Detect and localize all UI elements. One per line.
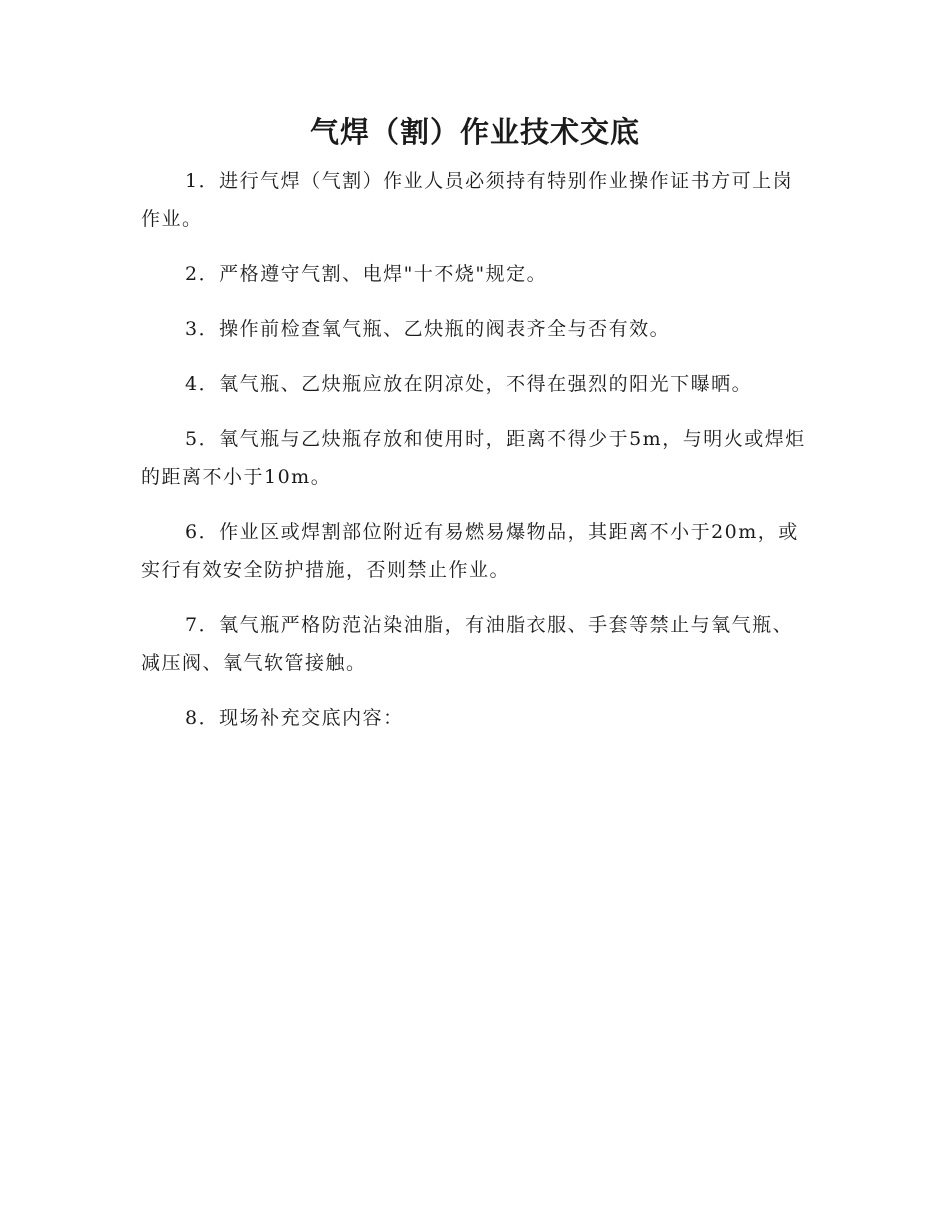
item-text: 进行气焊（气割）作业人员必须持有特别作业操作证书方可上岗作业。 bbox=[141, 170, 794, 230]
list-item bbox=[141, 255, 811, 293]
item-number: 1． bbox=[185, 170, 220, 192]
item-text: 氧气瓶、乙炔瓶应放在阴凉处，不得在强烈的阳光下曝晒。 bbox=[219, 373, 753, 395]
item-number: 2． bbox=[185, 263, 220, 285]
item-text: 现场补充交底内容： bbox=[219, 707, 404, 729]
list-item bbox=[141, 162, 811, 238]
item-text: 氧气瓶严格防范沾染油脂，有油脂衣服、手套等禁止与氧气瓶、减压阀、氧气软管接触。 bbox=[141, 614, 794, 674]
item-number: 3． bbox=[185, 318, 220, 340]
item-number: 5． bbox=[185, 428, 220, 450]
item-text: 氧气瓶与乙炔瓶存放和使用时，距离不得少于5m，与明火或焊炬的距离不小于10m。 bbox=[141, 428, 806, 488]
item-number: 4． bbox=[185, 373, 220, 395]
document-title: 气焊（割）作业技术交底 bbox=[309, 115, 640, 149]
item-text: 严格遵守气割、电焊"十不烧"规定。 bbox=[219, 263, 548, 285]
item-text: 作业区或焊割部位附近有易燃易爆物品，其距离不小于20m，或实行有效安全防护措施，否则禁止作业。 bbox=[141, 521, 799, 581]
list-item bbox=[141, 365, 811, 403]
item-text: 操作前检查氧气瓶、乙炔瓶的阀表齐全与否有效。 bbox=[219, 318, 671, 340]
item-number: 6． bbox=[185, 521, 220, 543]
list-item bbox=[141, 699, 811, 737]
item-list bbox=[141, 162, 811, 754]
item-number: 7． bbox=[185, 614, 220, 636]
list-item bbox=[141, 513, 811, 589]
list-item bbox=[141, 310, 811, 348]
list-item bbox=[141, 606, 811, 682]
list-item bbox=[141, 420, 811, 496]
item-number: 8． bbox=[185, 707, 220, 729]
